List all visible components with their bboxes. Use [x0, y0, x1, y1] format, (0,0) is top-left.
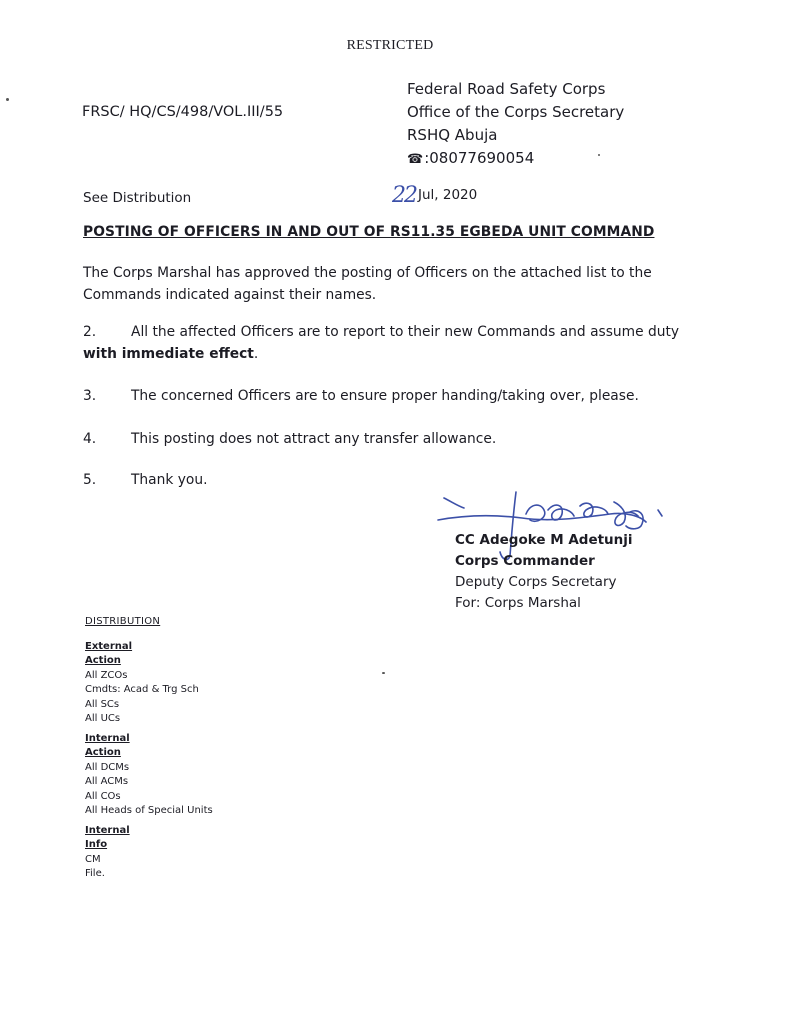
paragraph-5	[83, 472, 207, 488]
distribution-heading: External	[85, 641, 133, 652]
distribution-subheading: Action	[85, 655, 121, 667]
paragraph-1: The Corps Marshal has approved the posting of Officers on the attached list to the Commands indicated against their names.	[83, 265, 652, 303]
list-item: All ACMs	[85, 776, 129, 788]
distribution-heading: Internal	[85, 733, 130, 744]
distribution-subheading: Action	[85, 747, 121, 759]
list-item: File.	[85, 868, 105, 880]
phone-number: :08077690054	[424, 149, 535, 167]
date-month-year: Jul, 2020	[418, 187, 478, 203]
list-item: All SCs	[85, 698, 120, 710]
signature-block	[455, 530, 633, 614]
org-office: Office of the Corps Secretary	[407, 103, 625, 121]
list-item: CM	[85, 853, 101, 865]
subject-heading: POSTING OF OFFICERS IN AND OUT OF RS11.35 EGBEDA UNIT COMMAND	[83, 224, 655, 240]
scan-speck	[382, 672, 385, 674]
paragraph-number: 2.	[83, 324, 97, 340]
signatory-title: Deputy Corps Secretary	[455, 574, 617, 590]
paragraph-4	[83, 431, 496, 447]
signatory-for: For: Corps Marshal	[455, 595, 581, 611]
paragraph-end: .	[253, 346, 259, 362]
classification-label: RESTRICTED	[346, 38, 434, 53]
reference-number: FRSC/ HQ/CS/498/VOL.III/55	[82, 104, 284, 120]
recipient: See Distribution	[83, 190, 192, 206]
phone-icon: ☎	[407, 152, 424, 167]
list-item: All ZCOs	[85, 669, 128, 681]
paragraph-2	[83, 321, 703, 365]
org-name: Federal Road Safety Corps	[407, 80, 606, 98]
paragraph-text: The concerned Officers are to ensure proper handing/taking over, please.	[131, 388, 639, 404]
date-day-handwritten: 22	[392, 183, 416, 208]
distribution-external	[85, 640, 199, 726]
paragraph-number: 3.	[83, 388, 97, 404]
paragraph-text: Thank you.	[131, 472, 208, 488]
scan-speck	[598, 154, 600, 156]
distribution-heading: Internal	[85, 825, 130, 836]
list-item: All COs	[85, 790, 121, 802]
list-item: All Heads of Special Units	[85, 805, 213, 817]
list-item: All UCs	[85, 713, 121, 725]
distribution-internal-info	[85, 824, 130, 882]
paragraph-text: All the affected Officers are to report to their new Commands and assume duty	[131, 324, 680, 340]
org-location: RSHQ Abuja	[407, 126, 498, 144]
signatory-name: CC Adegoke M Adetunji	[455, 532, 633, 548]
scan-speck	[6, 98, 9, 101]
paragraph-3	[83, 388, 639, 404]
paragraph-text: This posting does not attract any transfer allowance.	[131, 431, 497, 447]
list-item: All DCMs	[85, 761, 130, 773]
organization-address	[407, 78, 624, 171]
signatory-rank: Corps Commander	[455, 553, 595, 569]
list-item: Cmdts: Acad & Trg Sch	[85, 684, 199, 696]
paragraph-emphasis: with immediate effect	[83, 346, 254, 362]
distribution-internal-action	[85, 732, 213, 818]
paragraph-number: 5.	[83, 472, 97, 488]
distribution-title: DISTRIBUTION	[85, 616, 161, 627]
distribution-subheading: Info	[85, 839, 108, 851]
paragraph-number: 4.	[83, 431, 97, 447]
org-phone	[407, 147, 624, 171]
letter-date	[392, 183, 477, 208]
